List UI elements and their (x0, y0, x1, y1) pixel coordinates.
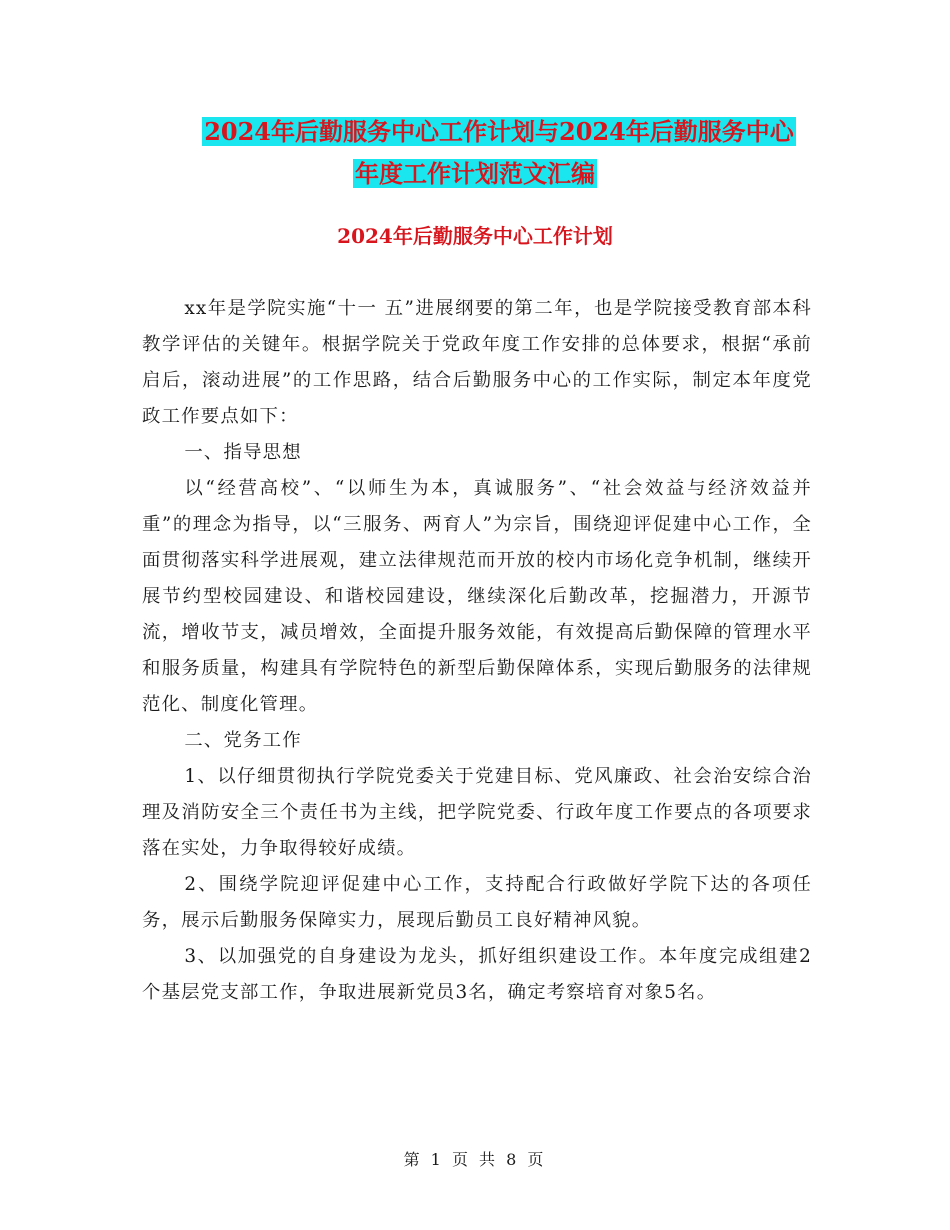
document-title-line-2 (0, 152, 950, 196)
document-title-line-1 (0, 110, 950, 154)
page-number-footer: 第 1 页 共 8 页 (403, 1150, 547, 1169)
document-title-text-1: 2024年后勤服务中心工作计划与2024年后勤服务中心 (204, 117, 794, 146)
document-title-text-2: 年度工作计划范文汇编 (355, 159, 595, 188)
section-title: 2024年后勤服务中心工作计划 (337, 224, 613, 248)
heading-guiding-ideology: 一、指导思想 (184, 442, 302, 463)
paragraph-party-work-1: 1、以仔细贯彻执行学院党委关于党建目标、党风廉政、社会治安综合治理及消防安全三个责任书为主线，把学院党委、行政年度工作要点的各项要求落在实处，力争取得较好成绩。 (142, 766, 812, 859)
paragraph-intro: xx年是学院实施“十一 五”进展纲要的第二年，也是学院接受教育部本科教学评估的关键年。根据学院关于党政年度工作安排的总体要求，根据“承前启后，滚动进展”的工作思路，结合后勤服务中心的工作实际，制定本年度党政工作要点如下： (142, 298, 812, 427)
heading-party-work: 二、党务工作 (184, 730, 302, 751)
document-body (142, 291, 812, 1011)
paragraph-party-work-2: 2、围绕学院迎评促建中心工作，支持配合行政做好学院下达的各项任务，展示后勤服务保障实力，展现后勤员工良好精神风貌。 (142, 874, 812, 931)
paragraph-party-work-3: 3、以加强党的自身建设为龙头，抓好组织建设工作。本年度完成组建2个基层党支部工作，争取进展新党员3名，确定考察培育对象5名。 (142, 946, 812, 1003)
paragraph-guiding-ideology: 以“经营高校”、“以师生为本，真诚服务”、“社会效益与经济效益并重”的理念为指导，以“三服务、两育人”为宗旨，围绕迎评促建中心工作，全面贯彻落实科学进展观，建立法律规范而开放的校内市场化竞争机制，继续开展节约型校园建设、和谐校园建设，继续深化后勤改革，挖掘潜力，开源节流，增收节支，减员增效，全面提升服务效能，有效提高后勤保障的管理水平和服务质量，构建具有学院特色的新型后勤保障体系，实现后勤服务的法律规范化、制度化管理。 (142, 478, 812, 715)
